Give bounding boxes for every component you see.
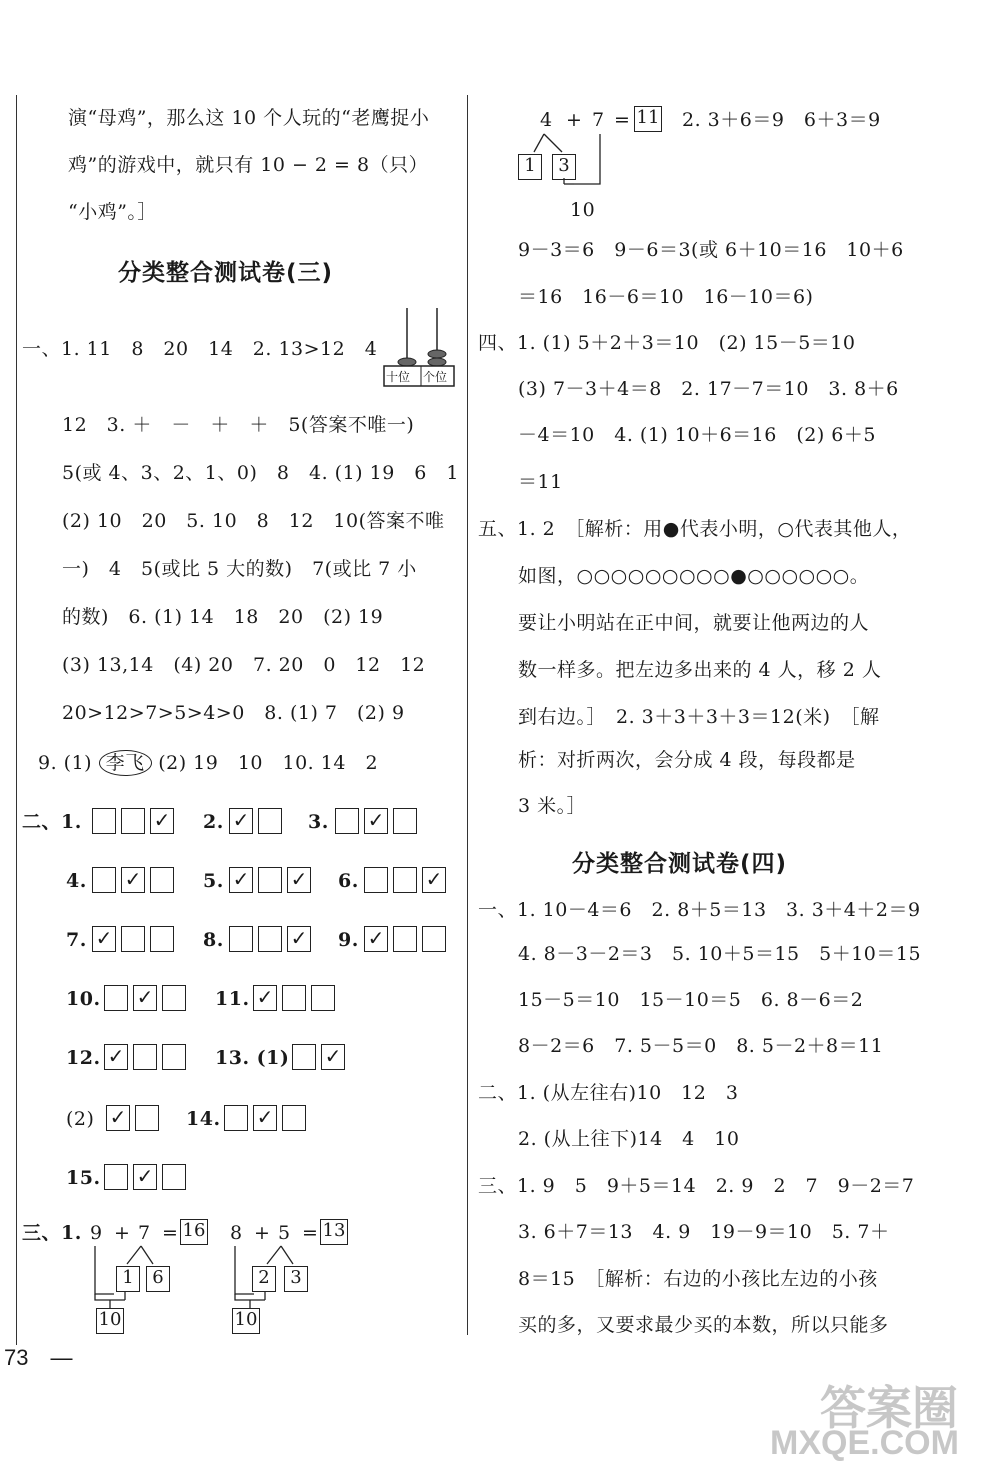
box [282, 985, 306, 1011]
s2-boxes-2 [229, 808, 287, 834]
box [92, 867, 116, 893]
box [224, 1105, 248, 1131]
s2-label-5: 5. [203, 870, 224, 892]
eq2-eq: = [302, 1222, 319, 1244]
s2-boxes-1 [92, 808, 179, 834]
r-line-a3: 四、1. (1) 5＋2＋3＝10 (2) 15－5＝10 [478, 332, 856, 354]
s2-label-4: 4. [66, 870, 87, 892]
eq1-box-1: 1 [116, 1266, 140, 1292]
s1-line-3: 5(或 4、3、2、1、0) 8 4. (1) 19 6 1 [62, 462, 459, 484]
s2-label-10: 10. [66, 988, 101, 1010]
box [229, 926, 253, 952]
s1-line-9-post: (2) 19 10 10. 14 2 [158, 752, 379, 774]
check-box: ✓ [253, 985, 277, 1011]
check-box: ✓ [287, 867, 311, 893]
r-line-b3: 15－5＝10 15－10＝5 6. 8－6＝2 [518, 989, 864, 1011]
s2-boxes-13b [106, 1105, 164, 1131]
check-box: ✓ [104, 1044, 128, 1070]
check-box: ✓ [229, 867, 253, 893]
s1-line-9-pre: 9. (1) [38, 752, 93, 774]
column-divider [467, 95, 468, 1335]
box [135, 1105, 159, 1131]
check-box: ✓ [253, 1105, 277, 1131]
r-line-b6: 2. (从上往下)14 4 10 [518, 1128, 740, 1150]
abacus-label-ones: 个位 [423, 370, 448, 384]
s2-label-7: 7. [66, 929, 87, 951]
s2-boxes-13a [292, 1044, 350, 1070]
s2-label-1: 二、1. [22, 811, 82, 833]
eq2-op: + [254, 1222, 271, 1244]
r-line-a13: 3 米。］ [518, 795, 587, 817]
eq1-total-box: 10 [96, 1308, 124, 1334]
box [335, 808, 359, 834]
eq2-result-box: 13 [320, 1219, 348, 1245]
s2-label-3: 3. [308, 811, 329, 833]
eq1-eq: = [162, 1222, 179, 1244]
box [393, 867, 417, 893]
eq1-result-box: 16 [180, 1219, 208, 1245]
s2-boxes-7 [92, 926, 179, 952]
box [92, 808, 116, 834]
s1-line-2: 12 3. ＋ － ＋ ＋ 5(答案不唯一) [62, 414, 415, 436]
s2-boxes-14 [224, 1105, 311, 1131]
s2-label-15: 15. [66, 1167, 101, 1189]
box [162, 985, 186, 1011]
eq2-a: 8 [230, 1222, 243, 1244]
r-box-1: 1 [518, 154, 542, 180]
left-line-2: 鸡”的游戏中，就只有 10 − 2 = 8（只） [68, 154, 429, 176]
box [104, 1164, 128, 1190]
s2-boxes-5 [229, 867, 316, 893]
s2-label-12: 12. [66, 1047, 101, 1069]
eq2-total-box: 10 [232, 1308, 260, 1334]
r-line-b5: 二、1. (从左往右)10 12 3 [478, 1082, 739, 1104]
s2-boxes-10 [104, 985, 191, 1011]
s2-label-8: 8. [203, 929, 224, 951]
r-line-a8: 如图，○○○○○○○○○●○○○○○○。 [518, 565, 870, 587]
watermark-url: MXQE.COM [770, 1424, 959, 1462]
r-line-b4: 8－2＝6 7. 5－5＝0 8. 5－2＋8＝11 [518, 1035, 884, 1057]
box [150, 867, 174, 893]
s1-line-6: 的数) 6. (1) 14 18 20 (2) 19 [62, 606, 384, 628]
r-line-b2: 4. 8－3－2＝3 5. 10＋5＝15 5＋10＝15 [518, 943, 922, 965]
left-margin-line [16, 95, 17, 1345]
box [258, 808, 282, 834]
s2-boxes-12 [104, 1044, 191, 1070]
s2-label-9: 9. [338, 929, 359, 951]
r-box-2: 3 [552, 154, 576, 180]
left-line-1: 演“母鸡”，那么这 10 个人玩的“老鹰捉小 [68, 107, 430, 129]
abacus-label-tens: 十位 [386, 370, 411, 384]
box [162, 1164, 186, 1190]
box [292, 1044, 316, 1070]
r-line-a9: 要让小明站在正中间，就要让他两边的人 [518, 612, 870, 634]
check-box: ✓ [364, 926, 388, 952]
r-line-a6: ＝11 [518, 471, 563, 493]
r-line-b1: 一、1. 10－4＝6 2. 8＋5＝13 3. 3＋4＋2＝9 [478, 899, 921, 921]
box [258, 926, 282, 952]
r-line-b9: 8＝15 ［解析：右边的小孩比左边的小孩 [518, 1268, 878, 1290]
r-eq-rest: 2. 3＋6＝9 6＋3＝9 [682, 109, 881, 131]
box [133, 1044, 157, 1070]
r-line-b7: 三、1. 9 5 9＋5＝14 2. 9 2 7 9－2＝7 [478, 1175, 915, 1197]
r-line-a7: 五、1. 2 ［解析：用●代表小明，○代表其他人， [478, 518, 912, 540]
box [311, 985, 335, 1011]
s1-line-4: (2) 10 20 5. 10 8 12 10(答案不唯 [62, 510, 445, 532]
s2-label-13b: (2) [66, 1108, 95, 1130]
s2-boxes-3 [335, 808, 422, 834]
check-box: ✓ [92, 926, 116, 952]
s2-boxes-4 [92, 867, 179, 893]
page-number: 73 — [4, 1345, 73, 1370]
r-eq-op: + [566, 109, 583, 131]
eq2-box-1: 2 [252, 1266, 276, 1292]
s3-label: 三、1. [22, 1222, 82, 1244]
r-line-a12: 析：对折两次，会分成 4 段，每段都是 [518, 749, 856, 771]
check-box: ✓ [422, 867, 446, 893]
box [422, 926, 446, 952]
r-eq-result-box: 11 [634, 106, 662, 132]
eq2-b: 5 [278, 1222, 291, 1244]
r-total: 10 [570, 199, 596, 221]
s1-line-9 [38, 750, 378, 776]
s1-line-5: 一) 4 5(或比 5 大的数) 7(或比 7 小 [62, 558, 417, 580]
check-box: ✓ [229, 808, 253, 834]
box [121, 926, 145, 952]
s2-boxes-11 [253, 985, 340, 1011]
eq1-a: 9 [90, 1222, 103, 1244]
eq2-box-2: 3 [284, 1266, 308, 1292]
r-line-a1: 9－3＝6 9－6＝3(或 6＋10＝16 10＋6 [518, 239, 904, 261]
r-eq-eq: = [614, 109, 631, 131]
box [393, 808, 417, 834]
check-box: ✓ [106, 1105, 130, 1131]
s2-label-6: 6. [338, 870, 359, 892]
check-box: ✓ [287, 926, 311, 952]
s2-label-11: 11. [215, 988, 250, 1010]
r-line-b8: 3. 6＋7＝13 4. 9 19－9＝10 5. 7＋ [518, 1221, 890, 1243]
s2-label-2: 2. [203, 811, 224, 833]
section-title-3: 分类整合测试卷(三) [118, 260, 334, 286]
check-box: ✓ [150, 808, 174, 834]
box [364, 867, 388, 893]
r-line-a10: 数一样多。把左边多出来的 4 人，移 2 人 [518, 659, 882, 681]
box [150, 926, 174, 952]
box [121, 808, 145, 834]
section-title-4: 分类整合测试卷(四) [572, 851, 788, 877]
box [104, 985, 128, 1011]
s2-label-14: 14. [186, 1108, 221, 1130]
s2-label-13: 13. (1) [215, 1047, 290, 1069]
s1-line-8: 20>12>7>5>4>0 8. (1) 7 (2) 9 [62, 702, 405, 724]
r-line-b10: 买的多，又要求最少买的本数，所以只能多 [518, 1314, 889, 1336]
check-box: ✓ [121, 867, 145, 893]
r-eq-a: 4 [540, 109, 553, 131]
s1-line-1: 一、1. 11 8 20 14 2. 13>12 4 [22, 338, 378, 360]
s1-line-7: (3) 13,14 (4) 20 7. 20 0 12 12 [62, 654, 426, 676]
box [258, 867, 282, 893]
box [393, 926, 417, 952]
s2-boxes-15 [104, 1164, 191, 1190]
r-line-a5: －4＝10 4. (1) 10＋6＝16 (2) 6＋5 [518, 424, 876, 446]
watermark-logo: 答案圈 [820, 1382, 958, 1434]
check-box: ✓ [133, 985, 157, 1011]
eq1-box-2: 6 [146, 1266, 170, 1292]
answer-oval: 李飞 [99, 750, 152, 776]
eq1-op: + [114, 1222, 131, 1244]
r-line-a11: 到右边。］ 2. 3＋3＋3＋3＝12(米) ［解 [518, 706, 880, 728]
r-line-a2: ＝16 16－6＝10 16－10＝6) [518, 286, 814, 308]
eq1-b: 7 [138, 1222, 151, 1244]
box [162, 1044, 186, 1070]
check-box: ✓ [321, 1044, 345, 1070]
s2-boxes-9 [364, 926, 451, 952]
left-line-3: “小鸡”。］ [68, 201, 157, 223]
check-box: ✓ [364, 808, 388, 834]
box [282, 1105, 306, 1131]
r-line-a4: (3) 7－3＋4＝8 2. 17－7＝10 3. 8＋6 [518, 378, 899, 400]
s2-boxes-8 [229, 926, 316, 952]
check-box: ✓ [133, 1164, 157, 1190]
s2-boxes-6 [364, 867, 451, 893]
r-eq-b: 7 [592, 109, 605, 131]
